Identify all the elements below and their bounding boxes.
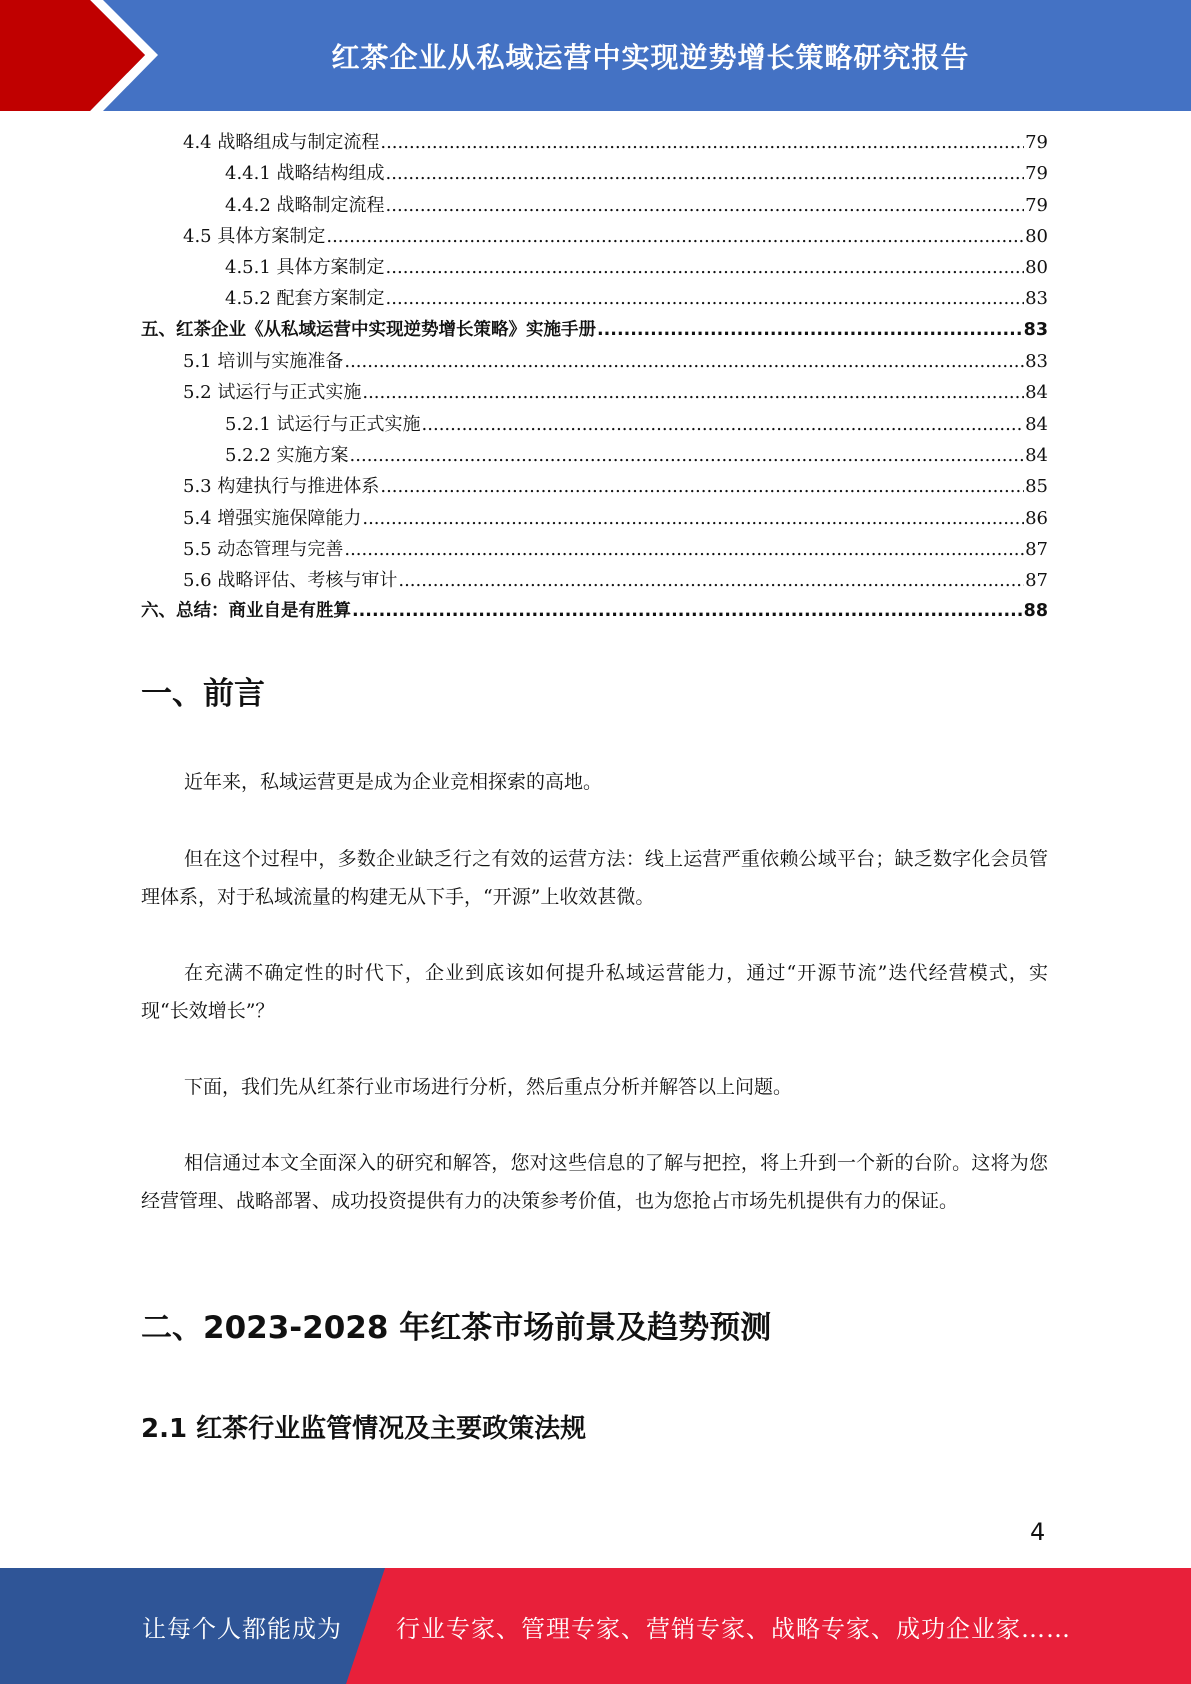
body-paragraph: 下面，我们先从红茶行业市场进行分析，然后重点分析并解答以上问题。	[184, 1076, 793, 1098]
toc-entry-label: 5.3 构建执行与推进体系	[183, 476, 380, 498]
header-arrow-decoration	[0, 0, 160, 111]
toc-entry[interactable]	[141, 378, 1048, 409]
toc-leader-dots	[597, 320, 1023, 340]
toc-leader-dots	[386, 163, 1025, 184]
section-heading-market-forecast: 二、2023-2028 年红茶市场前景及趋势预测	[141, 1310, 772, 1346]
body-paragraph: 近年来，私域运营更是成为企业竞相探索的高地。	[184, 771, 603, 793]
toc-entry[interactable]	[141, 253, 1048, 284]
toc-leader-dots	[398, 570, 1024, 591]
page-number: 4	[1030, 1518, 1046, 1546]
toc-leader-dots	[386, 195, 1025, 216]
toc-leader-dots	[344, 351, 1024, 372]
toc-entry-page: 85	[1025, 476, 1048, 498]
toc-entry[interactable]	[141, 191, 1048, 222]
page-header	[0, 0, 1191, 111]
body-paragraph: 在充满不确定性的时代下，企业到底该如何提升私域运营能力，通过“开源节流”迭代经营模式，实现“长效增长”？	[141, 962, 1048, 1022]
footer-slogan-left: 让每个人都能成为	[142, 1614, 342, 1643]
toc-entry-label: 5.2.2 实施方案	[225, 444, 349, 466]
footer-slogan-right: 行业专家、管理专家、营销专家、战略专家、成功企业家……	[396, 1614, 1071, 1643]
toc-entry-page: 84	[1025, 444, 1048, 466]
toc-entry[interactable]	[141, 504, 1048, 535]
toc-entry-label: 4.5.2 配套方案制定	[225, 288, 385, 310]
toc-entry[interactable]	[141, 284, 1048, 315]
toc-leader-dots	[386, 257, 1025, 278]
toc-entry-page: 84	[1025, 413, 1048, 435]
report-title: 红茶企业从私域运营中实现逆势增长策略研究报告	[331, 40, 970, 74]
toc-entry-label: 5.1 培训与实施准备	[183, 351, 344, 373]
toc-leader-dots	[350, 445, 1025, 466]
body-paragraph: 但在这个过程中，多数企业缺乏行之有效的运营方法：线上运营严重依赖公域平台；缺乏数字化会员管理体系，对于私域流量的构建无从下手，“开源”上收效甚微。	[141, 848, 1048, 908]
toc-entry-page: 79	[1025, 132, 1048, 153]
toc-entry-page: 83	[1025, 351, 1048, 373]
body-paragraph: 相信通过本文全面深入的研究和解答，您对这些信息的了解与把控，将上升到一个新的台阶。这将为您经营管理、战略部署、成功投资提供有力的决策参考价值，也为您抢占市场先机提供有力的保证。	[141, 1152, 1048, 1212]
toc-entry-page: 84	[1025, 382, 1048, 404]
toc-entry-label: 4.4.2 战略制定流程	[225, 194, 385, 216]
toc-entry-page: 86	[1025, 507, 1048, 529]
toc-entry-page: 83	[1023, 319, 1048, 340]
toc-leader-dots	[380, 132, 1024, 153]
toc-entry-page: 87	[1025, 538, 1048, 560]
toc-entry-label: 4.5.1 具体方案制定	[225, 257, 385, 279]
toc-entry[interactable]	[141, 410, 1048, 441]
toc-entry[interactable]	[141, 472, 1048, 503]
toc-entry-label: 5.5 动态管理与完善	[183, 538, 344, 560]
toc-leader-dots	[344, 539, 1024, 560]
toc-entry[interactable]	[141, 222, 1048, 253]
section-heading-preface: 一、前言	[141, 676, 265, 712]
toc-leader-dots	[352, 601, 1023, 621]
subsection-heading: 2.1 红茶行业监管情况及主要政策法规	[141, 1414, 587, 1444]
toc-entry-page: 79	[1025, 194, 1048, 216]
toc-entry-label: 4.4 战略组成与制定流程	[183, 132, 380, 153]
toc-entry[interactable]	[141, 441, 1048, 472]
toc-chapter-entry[interactable]	[141, 316, 1048, 347]
table-of-contents	[141, 128, 1048, 629]
toc-entry[interactable]	[141, 159, 1048, 190]
toc-entry-label: 5.6 战略评估、考核与审计	[183, 570, 398, 592]
toc-entry-page: 79	[1025, 163, 1048, 185]
toc-leader-dots	[362, 382, 1024, 403]
toc-entry-label: 4.4.1 战略结构组成	[225, 163, 385, 185]
page-footer	[0, 1568, 1191, 1684]
toc-entry-page: 83	[1025, 288, 1048, 310]
toc-leader-dots	[326, 226, 1024, 247]
toc-chapter-entry[interactable]	[141, 597, 1048, 628]
toc-leader-dots	[422, 414, 1025, 435]
toc-entry-label: 5.2 试运行与正式实施	[183, 382, 362, 404]
toc-entry[interactable]	[141, 566, 1048, 597]
toc-entry-label: 5.2.1 试运行与正式实施	[225, 413, 421, 435]
toc-entry-page: 80	[1025, 257, 1048, 279]
toc-leader-dots	[380, 476, 1024, 497]
toc-entry-label: 五、红茶企业《从私域运营中实现逆势增长策略》实施手册	[141, 319, 596, 340]
toc-entry[interactable]	[141, 347, 1048, 378]
toc-entry[interactable]	[141, 535, 1048, 566]
toc-entry-label: 六、总结：商业自是有胜算	[141, 601, 351, 622]
toc-entry[interactable]	[141, 128, 1048, 159]
toc-entry-label: 4.5 具体方案制定	[183, 225, 326, 247]
toc-entry-page: 88	[1023, 601, 1048, 622]
toc-entry-label: 5.4 增强实施保障能力	[183, 507, 362, 529]
toc-leader-dots	[362, 508, 1024, 529]
toc-leader-dots	[386, 288, 1025, 309]
toc-entry-page: 87	[1025, 570, 1048, 592]
toc-entry-page: 80	[1025, 225, 1048, 247]
